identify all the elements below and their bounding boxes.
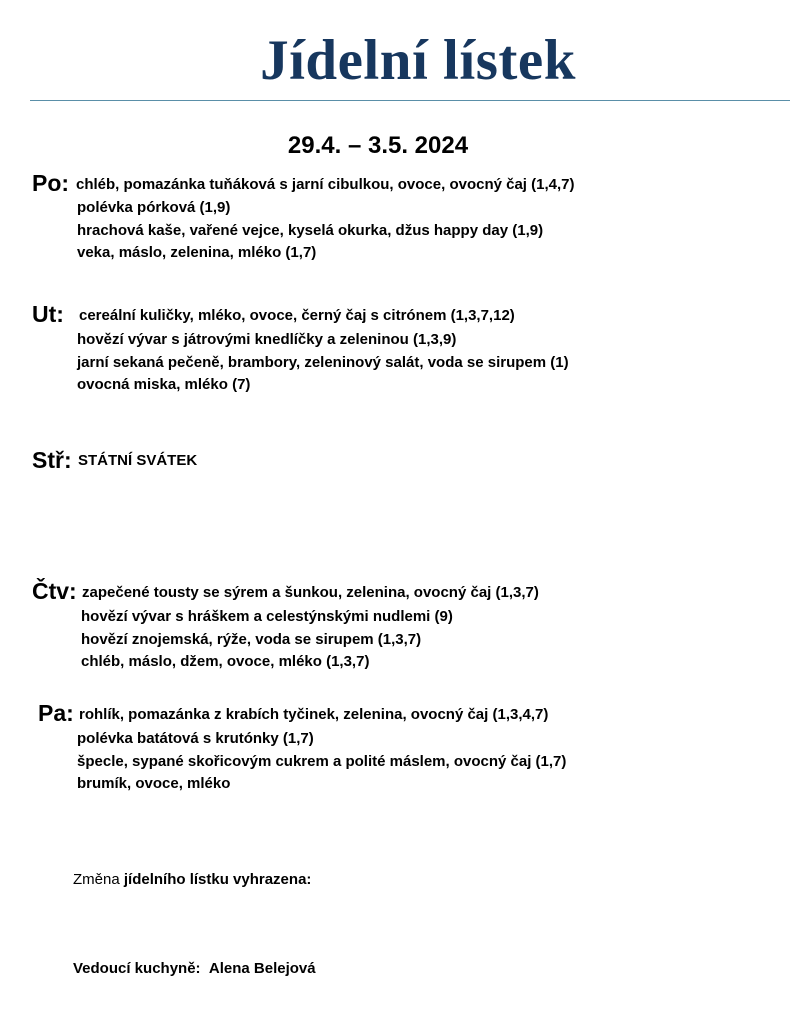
date-range: 29.4. – 3.5. 2024 — [287, 132, 469, 159]
menu-item: ovocná miska, mléko (7) — [77, 376, 251, 393]
menu-item: hovězí vývar s hráškem a celestýnskými nudlemi (9) — [81, 608, 453, 625]
menu-item: hovězí vývar s játrovými knedlíčky a zeleninou (1,3,9) — [77, 331, 457, 348]
menu-change-text: jídelního lístku vyhrazena: — [123, 871, 312, 888]
menu-item: špecle, sypané skořicovým cukrem a polité máslem, ovocný čaj (1,7) — [77, 753, 567, 770]
title-divider — [30, 100, 790, 101]
menu-item: zapečené tousty se sýrem a šunkou, zelenina, ovocný čaj (1,3,7) — [82, 584, 539, 601]
menu-item: cereální kuličky, mléko, ovoce, černý čaj s citrónem (1,3,7,12) — [79, 307, 515, 324]
menu-item: jarní sekaná pečeně, brambory, zeleninový salát, voda se sirupem (1) — [77, 354, 569, 371]
kitchen-manager — [73, 959, 316, 979]
day-label-tuesday: Ut: — [32, 301, 64, 327]
kitchen-manager-label: Vedoucí kuchyně: — [73, 960, 201, 977]
menu-change-note — [73, 870, 311, 890]
page-title: Jídelní lístek — [260, 29, 576, 92]
day-label-monday: Po: — [32, 170, 70, 196]
menu-item: chléb, máslo, džem, ovoce, mléko (1,3,7) — [81, 653, 370, 670]
menu-item: hrachová kaše, vařené vejce, kyselá okurka, džus happy day (1,9) — [77, 222, 544, 239]
menu-change-prefix: Změna — [73, 871, 124, 888]
kitchen-manager-name: Alena Belejová — [208, 960, 316, 977]
holiday-note: STÁTNÍ SVÁTEK — [78, 452, 198, 469]
menu-item: brumík, ovoce, mléko — [77, 775, 231, 792]
menu-item: polévka pórková (1,9) — [77, 199, 231, 216]
day-label-wednesday: Stř: — [32, 447, 72, 473]
menu-item: hovězí znojemská, rýže, voda se sirupem (1,3,7) — [81, 631, 422, 648]
menu-item: rohlík, pomazánka z krabích tyčinek, zelenina, ovocný čaj (1,3,4,7) — [79, 706, 549, 723]
day-label-thursday: Čtv: — [32, 578, 77, 604]
day-label-friday: Pa: — [38, 700, 74, 726]
menu-item: veka, máslo, zelenina, mléko (1,7) — [77, 244, 317, 261]
menu-item: polévka batátová s krutónky (1,7) — [77, 730, 314, 747]
menu-item: chléb, pomazánka tuňáková s jarní cibulkou, ovoce, ovocný čaj (1,4,7) — [76, 176, 575, 193]
